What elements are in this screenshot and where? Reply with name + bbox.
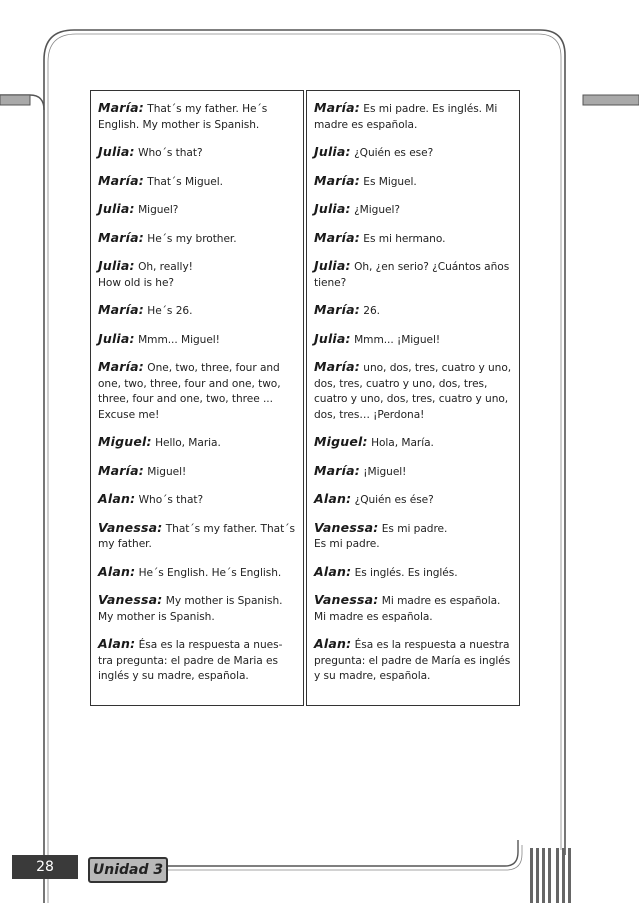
dialogue-text: He´s my brother. (147, 232, 237, 245)
dialogue-line (98, 359, 297, 423)
dialogue-line (98, 302, 297, 320)
dialogue-line (98, 463, 297, 481)
dialogue-line (98, 100, 297, 133)
speaker-name: Vanessa: (98, 519, 163, 535)
dialogue-text: ¿Quién es ese? (354, 147, 434, 159)
dialogue-line (314, 201, 513, 219)
dialogue-line (98, 258, 297, 291)
dialogue-line (314, 592, 513, 625)
dialogue-text: That´s my father. He´s English. My mother is Spanish. (98, 103, 268, 131)
dialogue-text: Es mi padre. Es mi padre. (314, 522, 448, 550)
dialogue-text: Hola, María. (371, 437, 434, 449)
dialogue-line (98, 520, 297, 553)
page-number: 28 (12, 855, 78, 879)
dialogue-text: That´s my father. That´s my father. (98, 522, 295, 550)
dialogue-line (314, 491, 513, 509)
speaker-name: Alan: (314, 636, 352, 651)
dialogue-line (98, 230, 297, 248)
dialogue-line (98, 201, 297, 219)
speaker-name: Miguel: (98, 434, 152, 449)
dialogue-text: Es Miguel. (363, 175, 417, 188)
speaker-name: Julia: (314, 330, 351, 346)
speaker-name: Alan: (314, 563, 352, 579)
speaker-name: María: (314, 359, 360, 374)
dialogue-line (314, 463, 513, 481)
speaker-name: María: (314, 302, 360, 317)
speaker-name: Julia: (314, 201, 351, 216)
speaker-name: María: (98, 359, 144, 374)
dialogue-text: Mi madre es española. Mi madre es española. (314, 595, 501, 623)
dialogue-line (314, 359, 513, 423)
dialogue-text: Es mi hermano. (363, 232, 446, 245)
speaker-name: Vanessa: (98, 592, 163, 607)
dialogue-text: ¿Miguel? (354, 204, 400, 216)
dialogue-line (98, 434, 297, 452)
speaker-name: María: (98, 302, 144, 317)
dialogue-text: Who´s that? (138, 147, 203, 159)
speaker-name: Julia: (98, 330, 135, 346)
dialogue-text: uno, dos, tres, cuatro y uno, dos, tres, cuatro y uno, dos, tres, cuatro y uno, dos, tres, cuatro y uno, dos, tres… ¡Perdona! (314, 362, 512, 421)
speaker-name: Alan: (98, 636, 136, 651)
dialogue-text: He´s 26. (147, 305, 193, 317)
dialogue-line (98, 331, 297, 349)
dialogue-line (314, 636, 513, 685)
dialogue-text: Who´s that? (138, 494, 204, 506)
dialogue-line (98, 491, 297, 509)
dialogue-text: Hello, Maria. (155, 437, 221, 449)
dialogue-line (98, 564, 297, 582)
speaker-name: María: (314, 100, 360, 115)
dialogue-line (314, 434, 513, 452)
dialogue-line (314, 230, 513, 248)
dialogue-text: Es inglés. Es inglés. (354, 566, 458, 579)
dialogue-text: Oh, really! How old is he? (98, 261, 193, 289)
dialogue-text: He´s English. He´s English. (138, 566, 282, 579)
dialogue-text: Mmm... Miguel! (138, 333, 220, 346)
speaker-name: Alan: (98, 563, 136, 579)
dialogue-line (314, 100, 513, 133)
dialogue-line (98, 173, 297, 191)
english-dialogue-column (90, 90, 304, 706)
dialogue-text: My mother is Spanish. My mother is Spanish. (98, 595, 283, 623)
speaker-name: Julia: (98, 258, 135, 273)
speaker-name: María: (98, 100, 144, 115)
speaker-name: María: (314, 462, 360, 478)
dialogue-line (314, 564, 513, 582)
dialogue-line (314, 520, 513, 553)
speaker-name: Vanessa: (314, 592, 379, 607)
dialogue-line (98, 636, 297, 685)
dialogue-text: ¿Quién es ése? (354, 494, 434, 506)
dialogue-text: 26. (363, 305, 380, 317)
dialogue-text: Miguel! (147, 465, 187, 478)
speaker-name: María: (314, 229, 360, 245)
speaker-name: Julia: (314, 258, 351, 273)
speaker-name: Vanessa: (314, 519, 379, 535)
unit-label: Unidad 3 (88, 857, 168, 883)
speaker-name: María: (98, 229, 144, 245)
dialogue-text: Miguel? (138, 204, 179, 216)
speaker-name: Miguel: (314, 434, 368, 449)
dialogue-line (98, 144, 297, 162)
dialogue-text: One, two, three, four and one, two, three, four and one, two, three, four and one, two, three ... Excuse me! (98, 362, 281, 421)
speaker-name: Julia: (314, 144, 351, 159)
dialogue-text: Es mi padre. Es inglés. Mi madre es española. (314, 103, 498, 131)
dialogue-line (98, 592, 297, 625)
speaker-name: Julia: (98, 144, 135, 159)
spanish-dialogue-column (306, 90, 520, 706)
dialogue-text: Oh, ¿en serio? ¿Cuántos años tiene? (314, 261, 510, 289)
speaker-name: Julia: (98, 201, 135, 216)
speaker-name: María: (98, 462, 144, 478)
dialogue-line (314, 331, 513, 349)
dialogue-text: That´s Miguel. (147, 175, 223, 188)
dialogue-text: ¡Miguel! (363, 465, 407, 478)
dialogue-line (314, 173, 513, 191)
speaker-name: Alan: (314, 491, 352, 506)
speaker-name: María: (314, 172, 360, 188)
dialogue-text: Ésa es la respuesta a nuestra pregunta: el padre de María es inglés y su madre, española. (314, 639, 511, 682)
dialogue-line (314, 258, 513, 291)
dialogue-text: Mmm... ¡Miguel! (354, 333, 441, 346)
dialogue-line (314, 302, 513, 320)
dialogue-text: Ésa es la respuesta a nues-tra pregunta: el padre de Maria es inglés y su madre, española. (98, 639, 283, 682)
dialogue-line (314, 144, 513, 162)
speaker-name: María: (98, 172, 144, 188)
speaker-name: Alan: (98, 491, 136, 506)
